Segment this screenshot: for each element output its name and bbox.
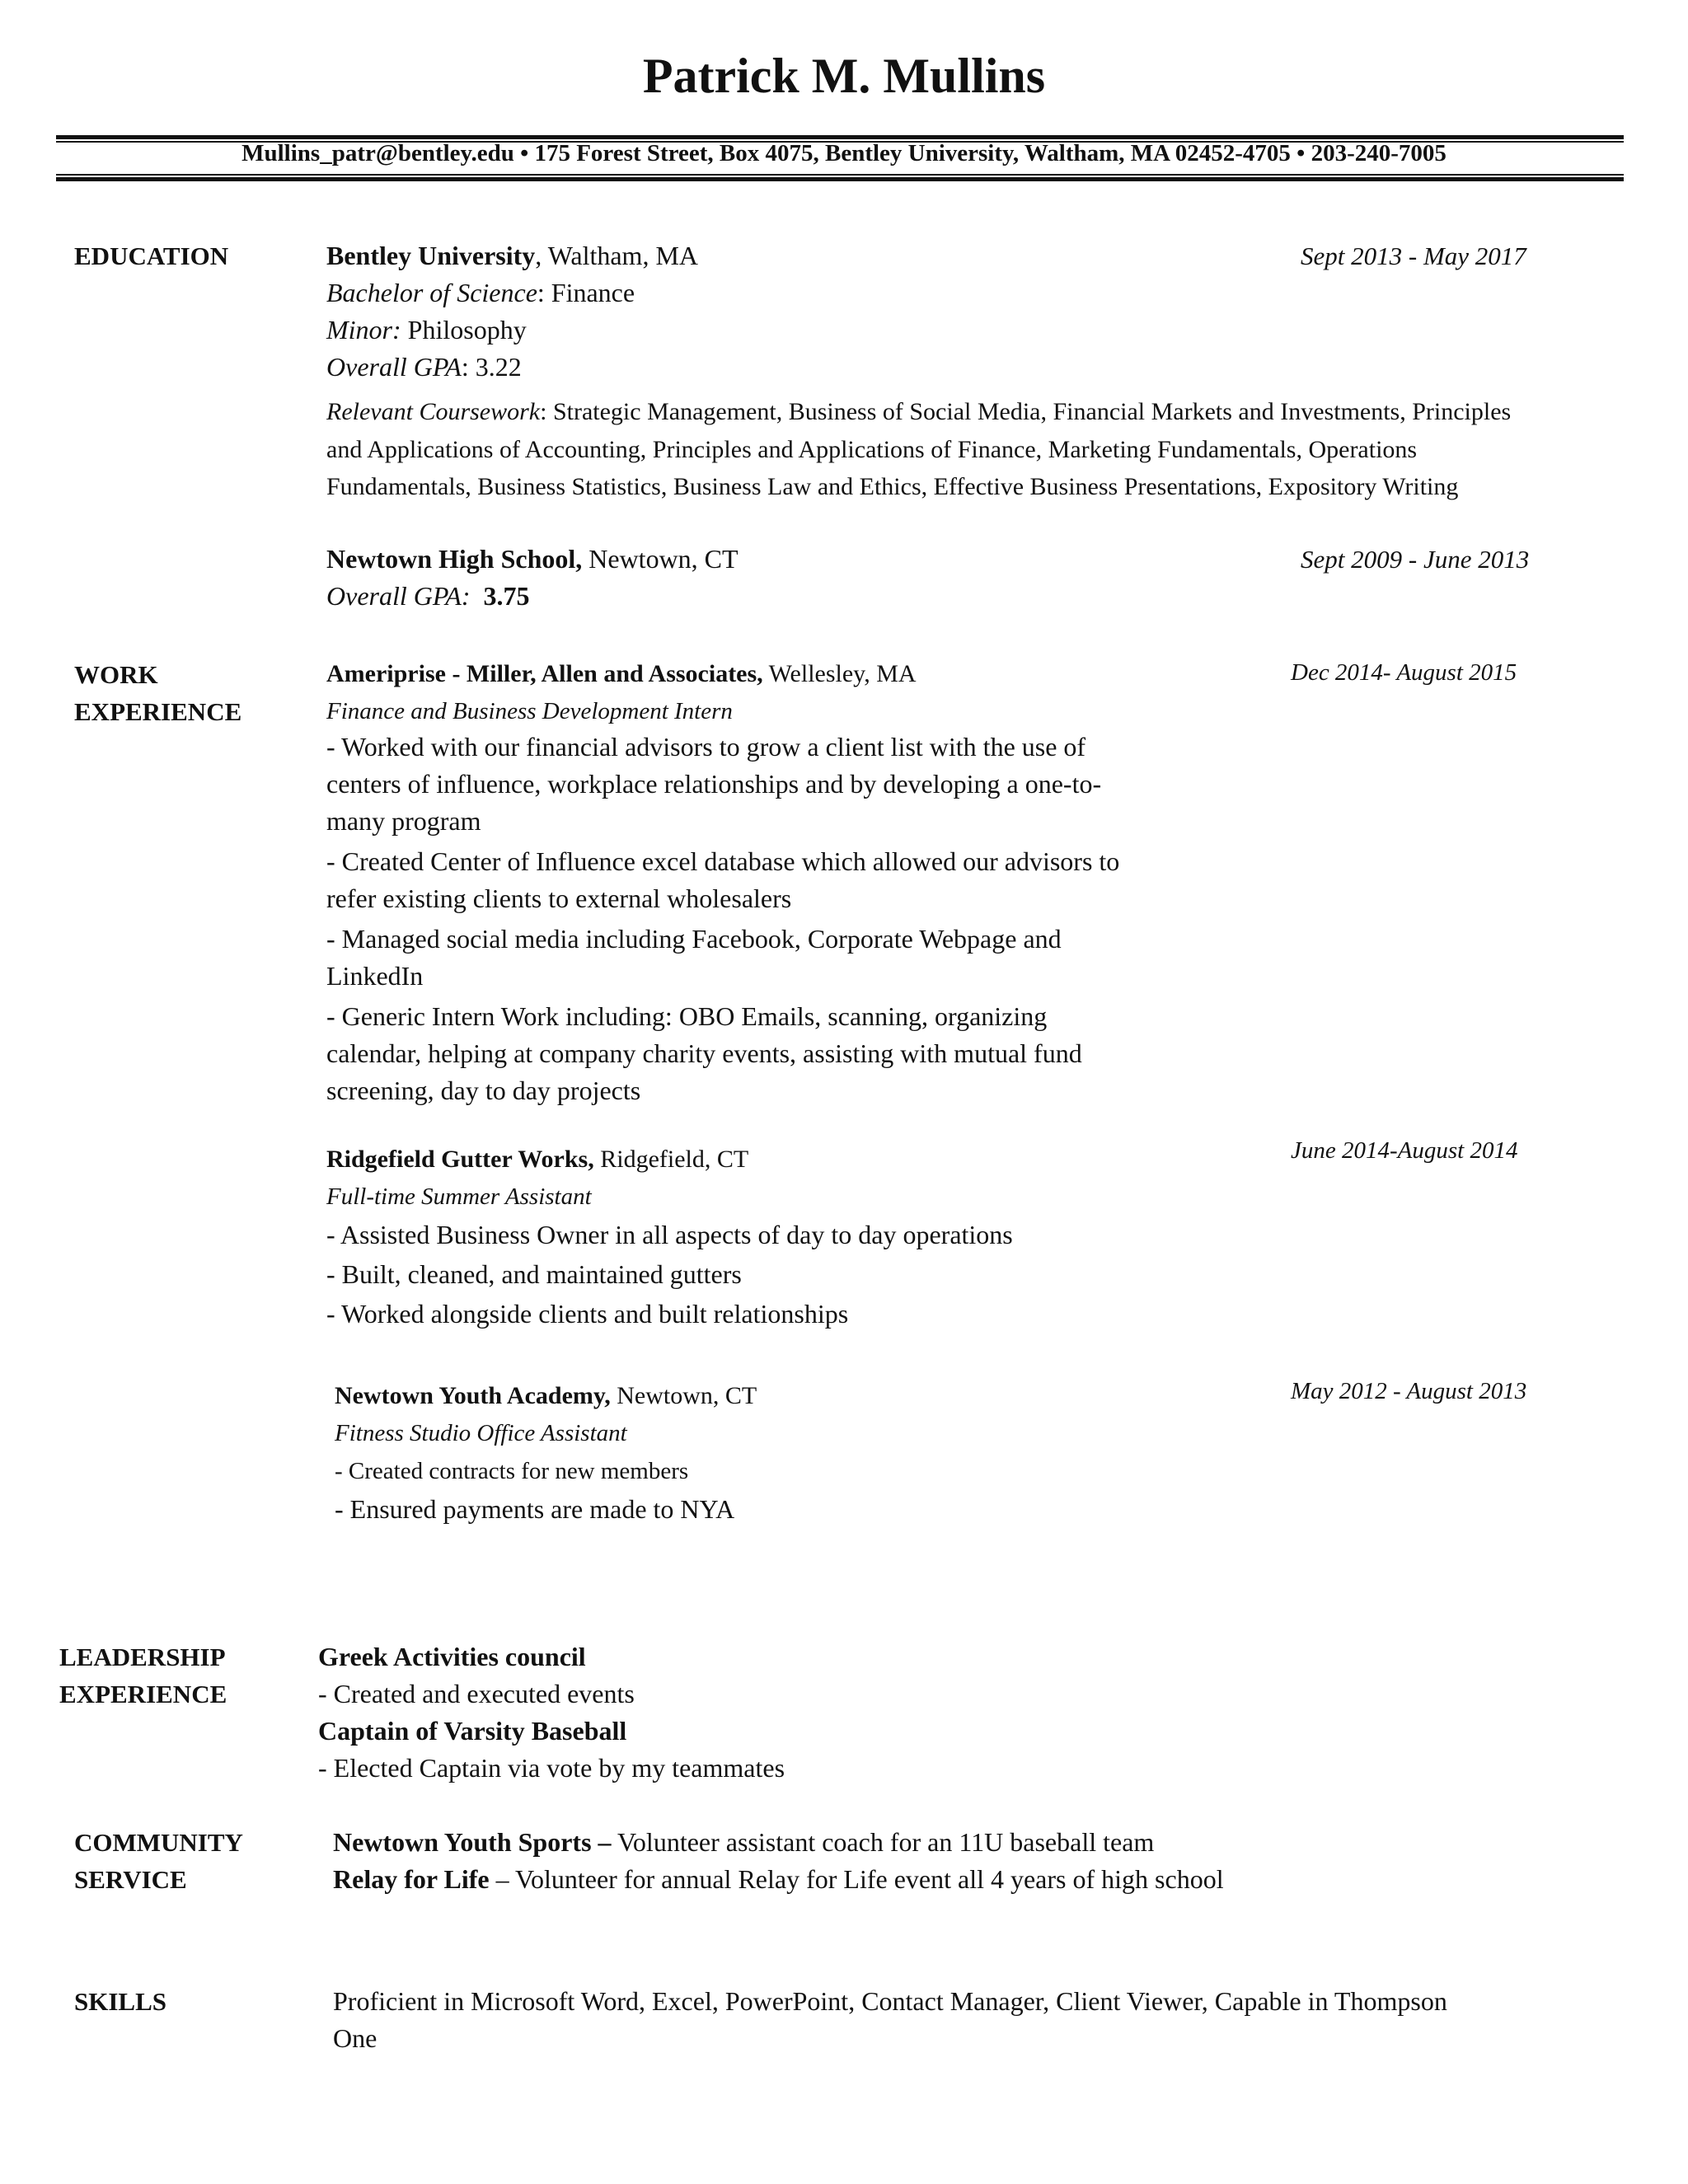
section-heading-skills: SKILLS (74, 1987, 167, 2016)
job-ridgefield-header (326, 1141, 748, 1178)
coursework-label: Relevant Coursework (326, 398, 541, 425)
section-heading-leadership (59, 1638, 227, 1713)
minor-label: Minor: (326, 315, 401, 344)
leadership-item-line: - Elected Captain via vote by my teammates (318, 1753, 785, 1783)
bullet-line: - Created contracts for new members (335, 1458, 689, 1484)
bullet-line: - Managed social media including Facebook, Corporate Webpage and (326, 924, 1062, 954)
leadership-item-title-text: Captain of Varsity Baseball (318, 1716, 627, 1746)
community-item-title: Newtown Youth Sports – (333, 1827, 612, 1857)
employer-name: Ridgefield Gutter Works, (326, 1146, 594, 1173)
section-heading-line: SERVICE (74, 1865, 187, 1894)
section-heading-line: EXPERIENCE (74, 697, 242, 726)
job-title-text: Full-time Summer Assistant (326, 1183, 592, 1210)
bullet-line: - Worked alongside clients and built relationships (326, 1299, 849, 1329)
gpa-value: : 3.22 (461, 352, 522, 382)
skills-line: Proficient in Microsoft Word, Excel, PowerPoint, Contact Manager, Client Viewer, Capable in Thompson (333, 1986, 1447, 2016)
bullet-line: calendar, helping at company charity events, assisting with mutual fund (326, 1038, 1082, 1068)
header-rule-bottom-thin (56, 174, 1624, 176)
leadership-item-title-text: Greek Activities council (318, 1642, 586, 1671)
bullet-line: - Ensured payments are made to NYA (335, 1494, 735, 1524)
header-rule-top-thick (56, 135, 1624, 139)
community-item-title: Relay for Life (333, 1864, 490, 1894)
section-heading-community (74, 1824, 243, 1898)
bullet-line: many program (326, 806, 481, 836)
employer-location: Newtown, CT (610, 1382, 757, 1409)
job-title (335, 1415, 627, 1451)
job-title (326, 1179, 592, 1215)
community-item-text: Volunteer assistant coach for an 11U baseball team (611, 1827, 1155, 1857)
gpa-value: 3.75 (483, 581, 530, 611)
gpa-label: Overall GPA (326, 352, 462, 382)
contact-line: Mullins_patr@bentley.edu • 175 Forest Street, Box 4075, Bentley University, Waltham, MA 02452-4705 • 203-240-7005 (241, 140, 1447, 166)
job-ameriprise-bullets (326, 729, 1315, 1109)
school-name: Bentley University (326, 241, 536, 270)
leadership-item-title (318, 1638, 1307, 1675)
bullet-line: - Created Center of Influence excel database which allowed our advisors to (326, 846, 1120, 876)
gpa-line-newtown (326, 578, 529, 615)
degree-line (326, 274, 635, 312)
school-name: Newtown High School, (326, 544, 583, 574)
section-heading-line: COMMUNITY (74, 1828, 243, 1857)
leadership-item-title (318, 1713, 1307, 1750)
community-item (333, 1861, 1487, 1898)
job-nya-header (335, 1378, 757, 1414)
bullet-line: - Generic Intern Work including: OBO Emails, scanning, organizing (326, 1001, 1048, 1031)
section-heading-work (74, 656, 241, 730)
employer-location: Ridgefield, CT (593, 1146, 749, 1173)
section-heading-line: WORK (74, 660, 158, 689)
job-title-text: Fitness Studio Office Assistant (335, 1420, 627, 1446)
job-nya-dates: May 2012 - August 2013 (1291, 1378, 1527, 1404)
employer-name: Ameriprise - Miller, Allen and Associates, (326, 660, 763, 687)
degree-label: Bachelor of Science (326, 278, 537, 307)
job-ameriprise-dates: Dec 2014- August 2015 (1291, 659, 1517, 686)
section-heading-line: EXPERIENCE (59, 1680, 227, 1708)
community-item (333, 1824, 1487, 1861)
bullet-line: refer existing clients to external wholesalers (326, 883, 792, 913)
skills-line: One (333, 2023, 377, 2053)
skills-text (333, 1983, 1652, 2057)
employer-location: Wellesley, MA (762, 660, 917, 687)
job-ridgefield-dates: June 2014-August 2014 (1291, 1137, 1518, 1164)
school-location: , Waltham, MA (535, 241, 698, 270)
bullet-line: - Worked with our financial advisors to grow a client list with the use of (326, 732, 1086, 762)
leadership-item-line: - Created and executed events (318, 1679, 635, 1708)
minor-value: Philosophy (401, 315, 527, 344)
job-nya-bullets (335, 1452, 1324, 1528)
bullet-line: LinkedIn (326, 961, 424, 991)
bullet-line: - Assisted Business Owner in all aspects of day to day operations (326, 1220, 1013, 1249)
gpa-label: Overall GPA: (326, 581, 471, 611)
header-rule-bottom-thick (56, 177, 1624, 181)
coursework-line-2: and Applications of Accounting, Principles and Applications of Finance, Marketing Fundamentals, Operations (326, 436, 1418, 463)
section-heading-line: LEADERSHIP (59, 1643, 226, 1671)
coursework-text: : Strategic Management, Business of Social Media, Financial Markets and Investments, Principles (540, 398, 1512, 425)
degree-value: : Finance (537, 278, 635, 307)
school-location: Newtown, CT (582, 544, 738, 574)
section-heading-education: EDUCATION (74, 241, 229, 270)
bullet-line: - Built, cleaned, and maintained gutters (326, 1259, 742, 1289)
job-ameriprise-header (326, 656, 917, 692)
coursework-line-1 (326, 394, 1511, 430)
education-newtown-dates: Sept 2009 - June 2013 (1301, 545, 1530, 574)
job-ridgefield-bullets (326, 1215, 1315, 1333)
job-title-text: Finance and Business Development Intern (326, 698, 733, 724)
leadership-items (318, 1638, 1307, 1787)
community-item-text: – Volunteer for annual Relay for Life event all 4 years of high school (489, 1864, 1224, 1894)
employer-name: Newtown Youth Academy, (335, 1382, 611, 1409)
education-newtown-line (326, 541, 738, 578)
education-bentley-line (326, 237, 698, 274)
minor-line (326, 312, 527, 349)
gpa-line-bentley (326, 349, 522, 386)
community-items (333, 1824, 1487, 1898)
bullet-line: centers of influence, workplace relationships and by developing a one-to- (326, 769, 1102, 799)
bullet-line: screening, day to day projects (326, 1076, 641, 1105)
coursework-line-3: Fundamentals, Business Statistics, Business Law and Ethics, Effective Business Presentations, Expository Writing (326, 473, 1459, 500)
job-title (326, 693, 733, 729)
candidate-name: Patrick M. Mullins (642, 49, 1046, 103)
education-bentley-dates: Sept 2013 - May 2017 (1301, 241, 1526, 270)
